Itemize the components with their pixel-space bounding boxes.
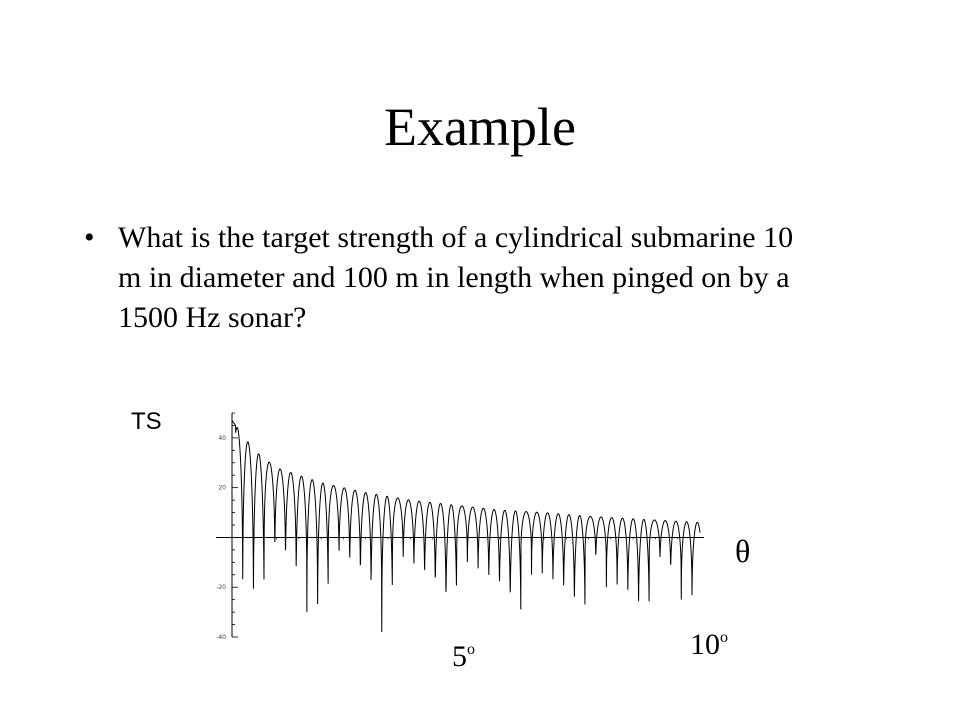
- y-tick-label: -40: [216, 634, 226, 641]
- bullet-text: What is the target strength of a cylindrical submarine 10 m in diameter and 100 m in length when pinged on by a 1500 Hz sonar?: [118, 221, 794, 334]
- degree-sup-10: o: [720, 629, 728, 646]
- slide-title: Example: [384, 97, 576, 157]
- x-mark-10-number: 10: [690, 628, 720, 661]
- y-tick-label: 40: [218, 434, 226, 442]
- x-mark-5-number: 5: [452, 640, 467, 673]
- y-axis-label: TS: [131, 408, 162, 435]
- y-tick-label: 20: [218, 484, 226, 492]
- target-strength-chart: [200, 405, 720, 645]
- x-mark-5-label: [452, 640, 475, 674]
- y-tick-label: -20: [216, 584, 226, 592]
- ts-series-line: [232, 420, 700, 632]
- bullet-item: [84, 218, 804, 338]
- bullet-dot-icon: •: [84, 221, 95, 254]
- x-axis-label: θ: [735, 533, 751, 569]
- degree-sup-5: o: [467, 641, 475, 658]
